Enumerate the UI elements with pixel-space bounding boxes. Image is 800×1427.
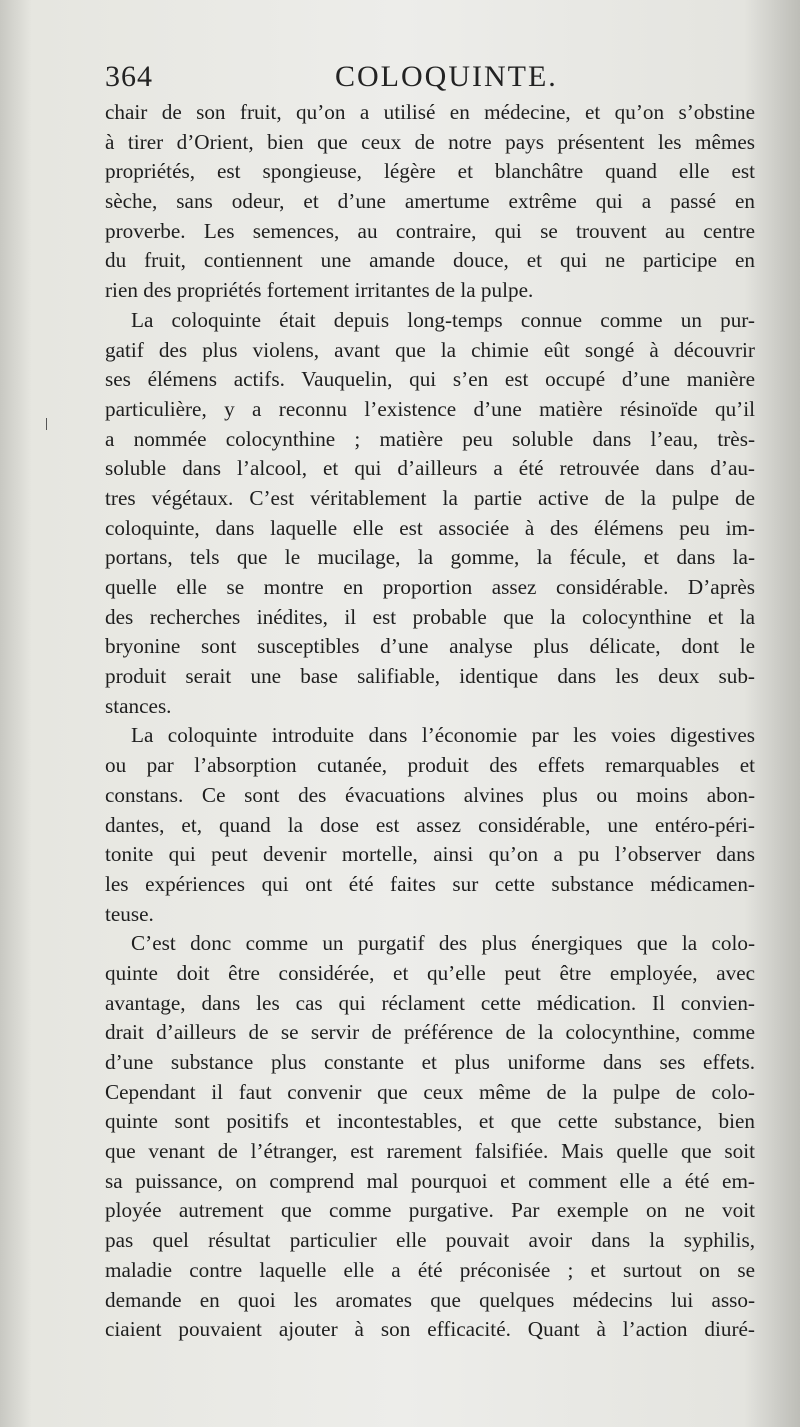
text-line: soluble dans l’alcool, et qui d’ailleurs a été retrouvée dans d’au- (105, 456, 755, 481)
text-line: particulière, y a reconnu l’existence d’une matière résinoïde qu’il (105, 396, 755, 421)
text-line: pas quel résultat particulier elle pouvait avoir dans la syphilis, (105, 1228, 755, 1253)
text-line: sèche, sans odeur, et d’une amertume extrême qui a passé en (105, 189, 755, 214)
text-line: des recherches inédites, il est probable que la colocynthine et la (105, 604, 755, 629)
text-line: La coloquinte était depuis long-temps connue comme un pur- (131, 307, 755, 332)
text-line: demande en quoi les aromates que quelques médecins lui asso- (105, 1287, 755, 1312)
text-line: à tirer d’Orient, bien que ceux de notre pays présentent les mêmes (105, 129, 755, 154)
body-text (105, 98, 755, 1358)
running-title: COLOQUINTE. (335, 60, 558, 93)
text-line: quinte sont positifs et incontestables, et que cette substance, bien (105, 1109, 755, 1134)
text-line: que venant de l’étranger, est rarement falsifiée. Mais quelle que soit (105, 1139, 755, 1164)
text-line: stances. (105, 693, 172, 718)
text-line: quinte doit être considérée, et qu’elle peut être employée, avec (105, 960, 755, 985)
text-line: a nommée colocynthine ; matière peu soluble dans l’eau, très- (105, 426, 755, 451)
text-line: ciaient pouvaient ajouter à son efficacité. Quant à l’action diuré- (105, 1317, 755, 1342)
page-number: 364 (105, 60, 153, 93)
text-line: d’une substance plus constante et plus uniforme dans ses effets. (105, 1050, 755, 1074)
text-line: dantes, et, quand la dose est assez considérable, une entéro-péri- (105, 812, 755, 837)
text-line: ployée autrement que comme purgative. Par exemple on ne voit (105, 1198, 755, 1223)
text-line: teuse. (105, 901, 154, 926)
text-line: chair de son fruit, qu’on a utilisé en médecine, et qu’on s’obstine (105, 100, 755, 124)
text-line: portans, tels que le mucilage, la gomme, la fécule, et dans la- (105, 545, 755, 570)
text-line: ses élémens actifs. Vauquelin, qui s’en est occupé d’une manière (105, 367, 755, 392)
text-line: produit serait une base salifiable, identique dans les deux sub- (105, 664, 755, 689)
text-line: C’est donc comme un purgatif des plus énergiques que la colo- (131, 931, 755, 956)
text-line: sa puissance, on comprend mal pourquoi et comment elle a été em- (105, 1168, 755, 1193)
text-line: rien des propriétés fortement irritantes de la pulpe. (105, 278, 534, 303)
text-line: les expériences qui ont été faites sur cette substance médicamen- (105, 871, 755, 896)
text-line: tonite qui peut devenir mortelle, ainsi qu’on a pu l’observer dans (105, 842, 755, 867)
page-header (105, 60, 755, 100)
text-line: quelle elle se montre en proportion assez considérable. D’après (105, 575, 755, 599)
text-line: ou par l’absorption cutanée, produit des effets remarquables et (105, 753, 755, 778)
text-line: proverbe. Les semences, au contraire, qui se trouvent au centre (105, 218, 755, 243)
text-line: avantage, dans les cas qui réclament cette médication. Il convien- (105, 990, 755, 1015)
text-line: Cependant il faut convenir que ceux même de la pulpe de colo- (105, 1079, 755, 1104)
text-line: propriétés, est spongieuse, légère et blanchâtre quand elle est (105, 159, 755, 184)
text-line: drait d’ailleurs de se servir de préférence de la colocynthine, comme (105, 1020, 755, 1045)
margin-mark (46, 418, 47, 430)
text-line: constans. Ce sont des évacuations alvines plus ou moins abon- (105, 782, 755, 807)
text-line: tres végétaux. C’est véritablement la partie active de la pulpe de (105, 485, 755, 510)
text-line: La coloquinte introduite dans l’économie par les voies digestives (131, 723, 755, 748)
text-line: du fruit, contiennent une amande douce, et qui ne participe en (105, 248, 755, 273)
text-line: bryonine sont susceptibles d’une analyse plus délicate, dont le (105, 634, 755, 659)
text-line: maladie contre laquelle elle a été préconisée ; et surtout on se (105, 1257, 755, 1282)
text-line: coloquinte, dans laquelle elle est associée à des élémens peu im- (105, 515, 755, 540)
text-line: gatif des plus violens, avant que la chimie eût songé à découvrir (105, 337, 755, 362)
